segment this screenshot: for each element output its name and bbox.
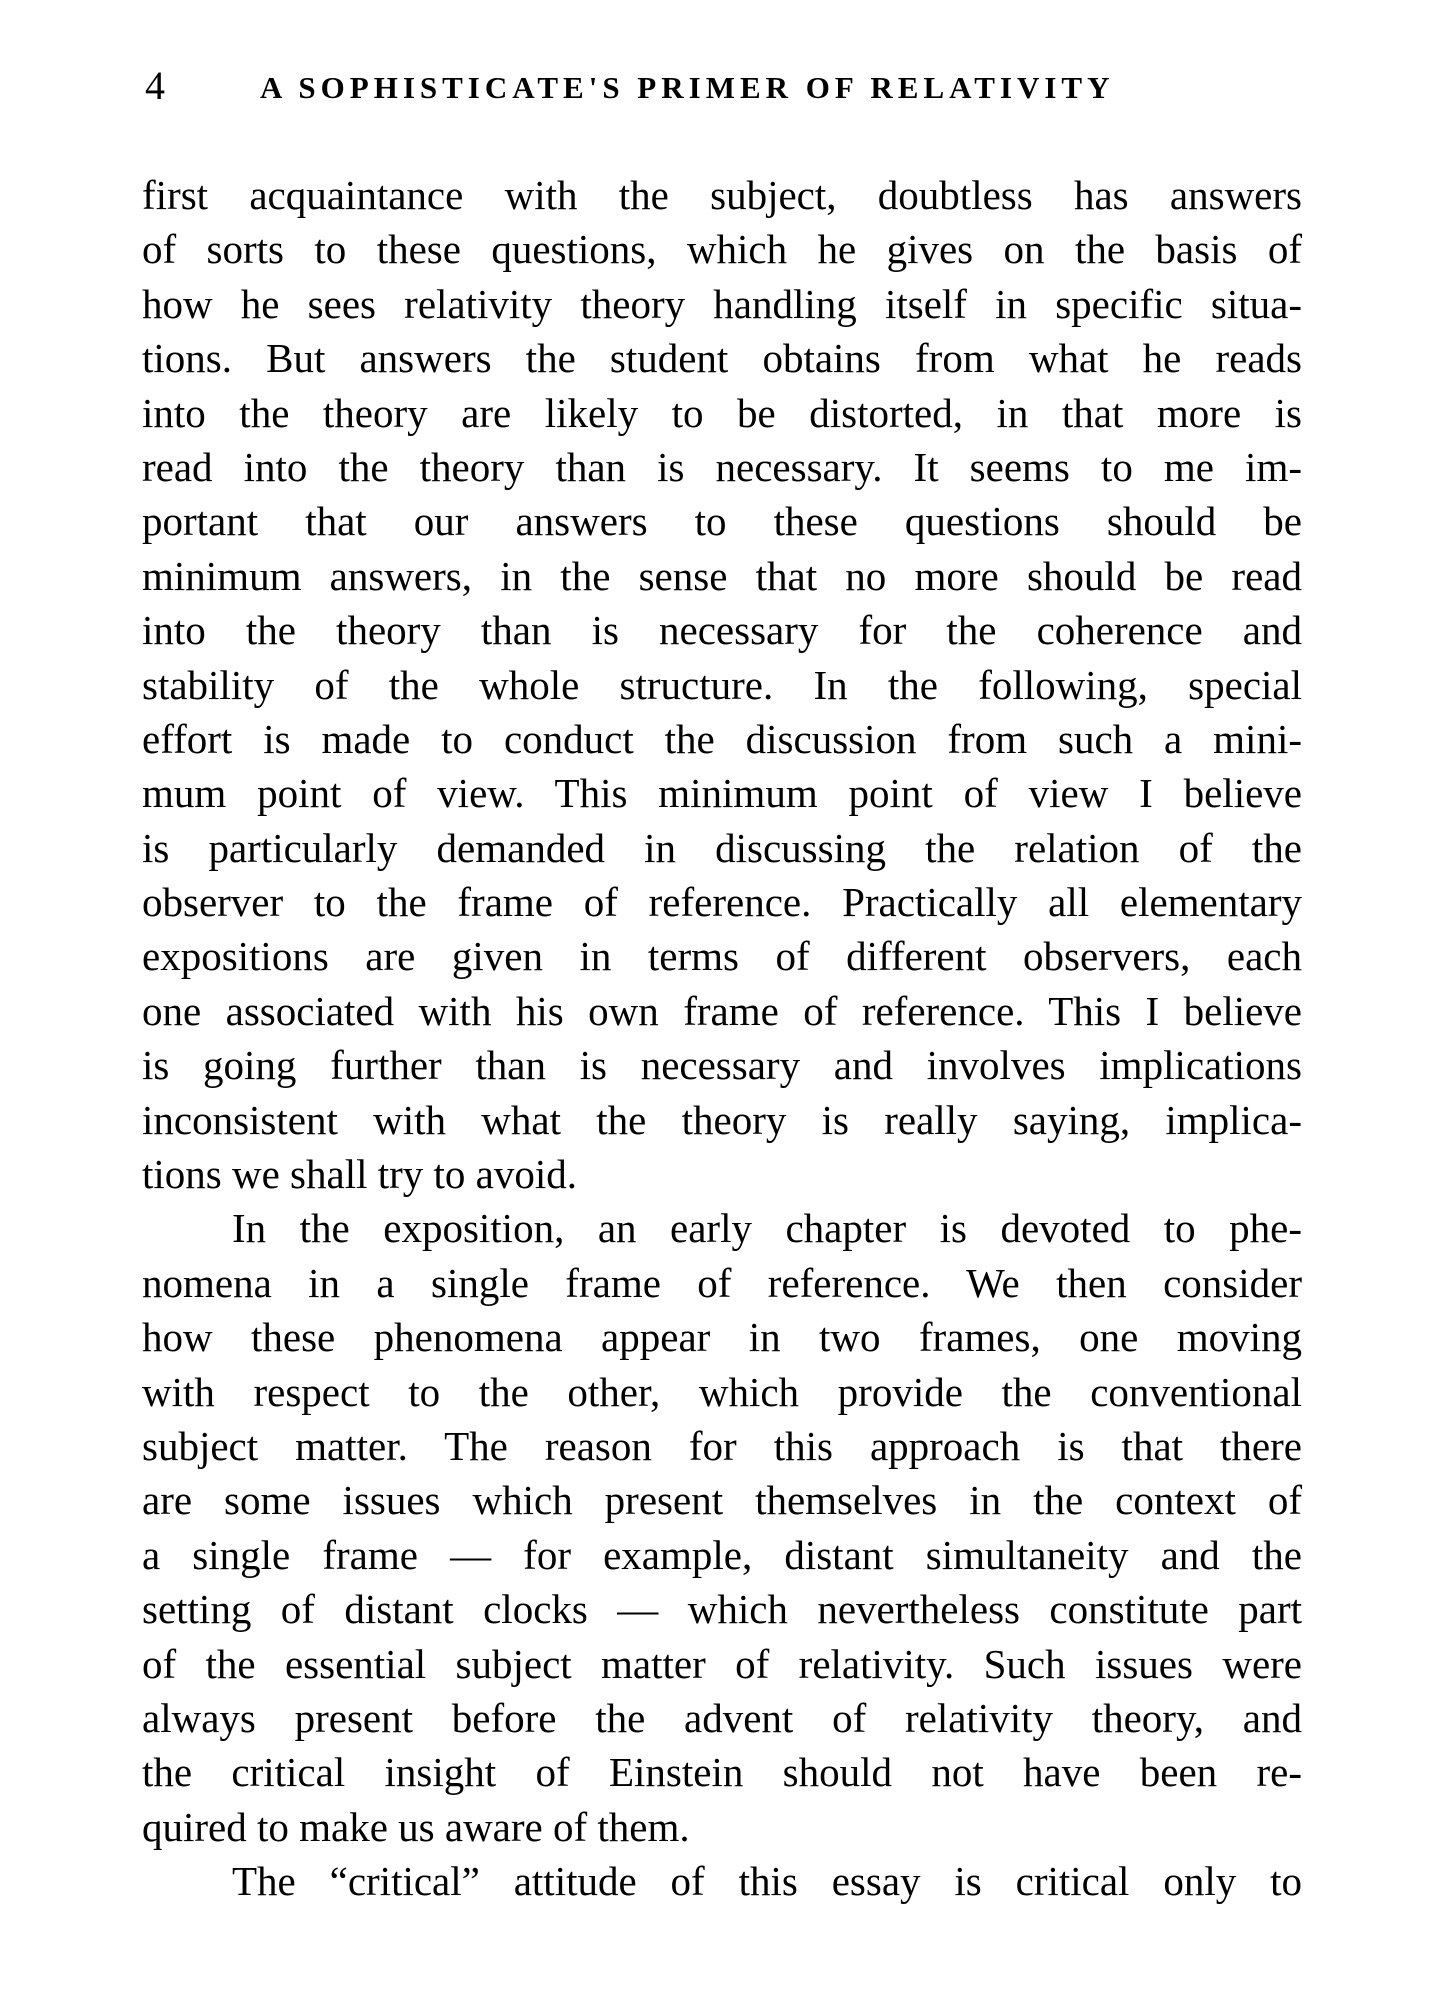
- text-line: inconsistent with what the theory is really saying, implica-: [142, 1096, 1302, 1143]
- text-line: expositions are given in terms of different observers, each: [142, 933, 1302, 980]
- text-line: always present before the advent of relativity theory, and: [142, 1694, 1302, 1741]
- paragraph-end-line: quired to make us aware of them.: [142, 1803, 690, 1850]
- text-line: of the essential subject matter of relativity. Such issues were: [142, 1640, 1302, 1687]
- text-line: minimum answers, in the sense that no more should be read: [142, 552, 1302, 599]
- text-line: are some issues which present themselves in the context of: [142, 1477, 1302, 1524]
- text-line: mum point of view. This minimum point of view I believe: [142, 770, 1302, 817]
- paragraph-start-line: In the exposition, an early chapter is devoted to phe-: [232, 1205, 1302, 1252]
- text-line: into the theory than is necessary for the coherence and: [142, 607, 1302, 654]
- text-line: first acquaintance with the subject, doubtless has answers: [142, 172, 1302, 218]
- text-line: of sorts to these questions, which he gives on the basis of: [142, 226, 1302, 273]
- text-line: with respect to the other, which provide the conventional: [142, 1368, 1302, 1415]
- text-line: observer to the frame of reference. Practically all elementary: [142, 879, 1302, 926]
- text-line: effort is made to conduct the discussion from such a mini-: [142, 715, 1302, 762]
- body-text: [142, 168, 1302, 1909]
- text-line: a single frame — for example, distant simultaneity and the: [142, 1531, 1302, 1578]
- text-line: subject matter. The reason for this approach is that there: [142, 1422, 1302, 1469]
- text-line: into the theory are likely to be distorted, in that more is: [142, 389, 1302, 436]
- paragraph-end-line: tions we shall try to avoid.: [142, 1151, 578, 1198]
- text-line: portant that our answers to these questions should be: [142, 498, 1302, 545]
- text-line: the critical insight of Einstein should not have been re-: [142, 1749, 1302, 1796]
- text-line: setting of distant clocks — which nevertheless constitute part: [142, 1586, 1302, 1633]
- page-number: 4: [145, 63, 165, 108]
- running-head: [145, 62, 1295, 122]
- text-line: how these phenomena appear in two frames, one moving: [142, 1314, 1302, 1361]
- text-line: is particularly demanded in discussing the relation of the: [142, 824, 1302, 871]
- text-line: stability of the whole structure. In the following, special: [142, 661, 1302, 708]
- text-line: one associated with his own frame of reference. This I believe: [142, 987, 1302, 1034]
- text-line: is going further than is necessary and involves implications: [142, 1042, 1302, 1089]
- text-line: nomena in a single frame of reference. We then consider: [142, 1259, 1302, 1306]
- paragraph-start-line: The “critical” attitude of this essay is critical only to: [232, 1858, 1302, 1905]
- text-line: how he sees relativity theory handling itself in specific situa-: [142, 280, 1302, 327]
- running-title: A SOPHISTICATE'S PRIMER OF RELATIVITY: [260, 70, 1115, 105]
- text-line: read into the theory than is necessary. It seems to me im-: [142, 443, 1302, 490]
- text-line: tions. But answers the student obtains from what he reads: [142, 335, 1302, 382]
